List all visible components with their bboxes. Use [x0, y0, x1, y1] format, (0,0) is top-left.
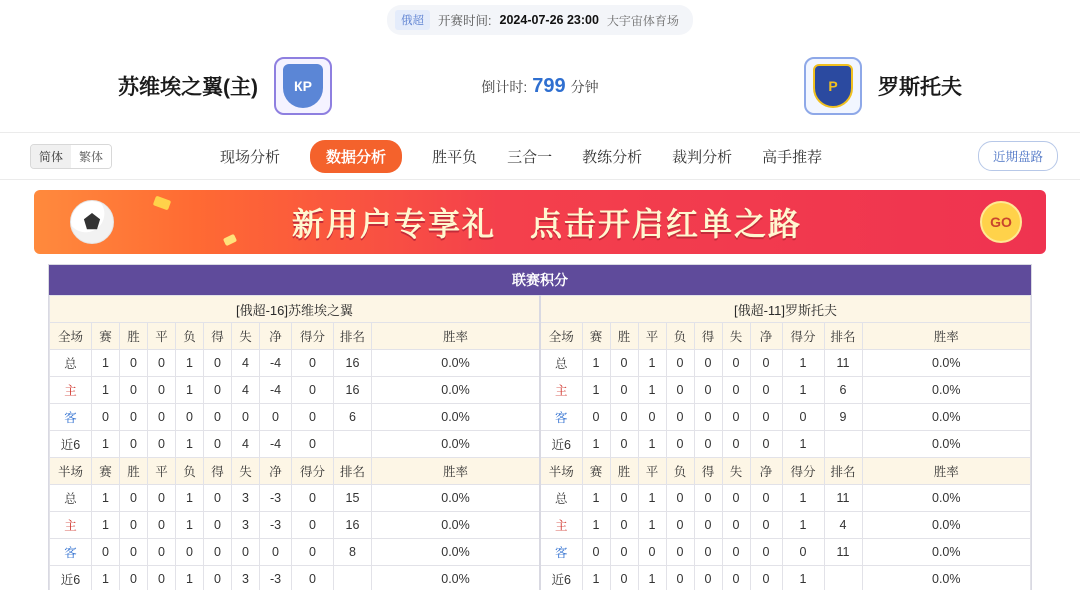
- cell: 0: [666, 539, 694, 566]
- cell: 11: [824, 485, 862, 512]
- cell: 1: [782, 566, 824, 590]
- cell: 0: [292, 404, 334, 431]
- cell: 得分: [782, 458, 824, 485]
- cell: 0: [204, 539, 232, 566]
- cell: 0: [750, 350, 782, 377]
- cell: 3: [232, 566, 260, 590]
- row-label: 总: [50, 350, 92, 377]
- cell: 0: [610, 377, 638, 404]
- cell: 4: [824, 512, 862, 539]
- cell: 赛: [582, 458, 610, 485]
- countdown-unit: 分钟: [570, 78, 599, 95]
- table-row: [50, 512, 1031, 539]
- cell: 0: [292, 485, 334, 512]
- cell: 0: [292, 431, 334, 458]
- away-team-name: 罗斯托夫: [878, 76, 962, 99]
- cell: 0: [638, 404, 666, 431]
- table-row: [50, 539, 1031, 566]
- cell: 0.0%: [372, 566, 541, 590]
- cell: 1: [92, 350, 120, 377]
- row-label: 主: [50, 377, 92, 404]
- cell: 0: [750, 485, 782, 512]
- cell: 0.0%: [862, 512, 1031, 539]
- cell: 16: [334, 377, 372, 404]
- cell: 0: [666, 377, 694, 404]
- cell: 0: [666, 566, 694, 590]
- left-col-5: 失: [232, 323, 260, 350]
- recent-odds-button[interactable]: 近期盘路: [978, 141, 1058, 171]
- cell: 6: [824, 377, 862, 404]
- cell: 0: [722, 377, 750, 404]
- stadium-name: 大宇宙体育场: [606, 13, 679, 28]
- left-col-7: 得分: [292, 323, 334, 350]
- cell: 0: [750, 566, 782, 590]
- cell: 1: [176, 350, 204, 377]
- cell: 1: [638, 485, 666, 512]
- cell: 0: [148, 512, 176, 539]
- cell: 0: [148, 377, 176, 404]
- cell: 平: [148, 458, 176, 485]
- cell: 0: [694, 566, 722, 590]
- tab-three-in-one[interactable]: 三合一: [507, 148, 553, 166]
- left-col-4: 得: [204, 323, 232, 350]
- cell: 失: [232, 458, 260, 485]
- cell: 0: [722, 431, 750, 458]
- cell: 0.0%: [372, 485, 541, 512]
- left-col-3: 负: [176, 323, 204, 350]
- cell: 0: [722, 404, 750, 431]
- cell: 0: [148, 404, 176, 431]
- row-label: 近6: [50, 431, 92, 458]
- right-col-3: 负: [666, 323, 694, 350]
- cell: 8: [334, 539, 372, 566]
- right-team-title: [俄超-11]罗斯托夫: [540, 296, 1031, 323]
- cell: 胜率: [372, 458, 541, 485]
- standings-table: [49, 295, 1031, 590]
- left-half-label: 半场: [50, 458, 92, 485]
- row-label: 总: [50, 485, 92, 512]
- right-col-0: 赛: [582, 323, 610, 350]
- row-label: 客: [50, 539, 92, 566]
- cell: 胜: [120, 458, 148, 485]
- left-col-8: 排名: [334, 323, 372, 350]
- cell: 1: [582, 377, 610, 404]
- cell: 0: [610, 431, 638, 458]
- left-full-label: 全场: [50, 323, 92, 350]
- away-team-crest-icon: [804, 57, 862, 115]
- away-team[interactable]: [804, 57, 962, 115]
- cell: 1: [92, 431, 120, 458]
- cell: 0: [120, 566, 148, 590]
- full-time-column-header: [50, 323, 1031, 350]
- cell: 0: [722, 566, 750, 590]
- cell: 0: [582, 404, 610, 431]
- cell: 0: [610, 350, 638, 377]
- cell: 0: [666, 485, 694, 512]
- cell: 0: [610, 512, 638, 539]
- cell: 0.0%: [862, 377, 1031, 404]
- cell: 1: [582, 431, 610, 458]
- cell: 0: [148, 431, 176, 458]
- cell: 0: [260, 404, 292, 431]
- cell: 1: [782, 512, 824, 539]
- cell: 0.0%: [862, 431, 1031, 458]
- cell: 1: [638, 512, 666, 539]
- cell: 得: [204, 458, 232, 485]
- promo-banner-text: 新用户专享礼 点击开启红单之路: [291, 206, 802, 242]
- cell: 0: [694, 404, 722, 431]
- league-tag: 俄超: [395, 10, 430, 30]
- cell: 0: [204, 431, 232, 458]
- cell: 0: [204, 566, 232, 590]
- cell: 0: [92, 404, 120, 431]
- cell: -4: [260, 350, 292, 377]
- cell: 平: [638, 458, 666, 485]
- cell: 0.0%: [372, 539, 541, 566]
- tab-coach-analysis[interactable]: 教练分析: [582, 148, 643, 166]
- away-crest-text: Р: [813, 64, 853, 108]
- cell: 1: [176, 431, 204, 458]
- right-col-6: 净: [750, 323, 782, 350]
- cell: 0.0%: [372, 431, 541, 458]
- cell: 0: [292, 350, 334, 377]
- nav-items: [220, 140, 822, 173]
- cell: 赛: [92, 458, 120, 485]
- cell: 0: [722, 512, 750, 539]
- cell: 0: [120, 377, 148, 404]
- cell: -4: [260, 377, 292, 404]
- lang-simplified[interactable]: 简体: [31, 145, 71, 168]
- cell: 0: [610, 485, 638, 512]
- cell: 0.0%: [372, 404, 541, 431]
- tab-live-analysis[interactable]: 现场分析: [220, 148, 281, 166]
- cell: 0: [120, 539, 148, 566]
- cell: 负: [176, 458, 204, 485]
- cell: 0: [750, 404, 782, 431]
- cell: 0: [638, 539, 666, 566]
- cell: 0: [148, 350, 176, 377]
- cell: -4: [260, 431, 292, 458]
- row-label: 主: [540, 377, 582, 404]
- standings-body: [50, 296, 1031, 590]
- row-label: 总: [540, 350, 582, 377]
- cell: 0: [610, 539, 638, 566]
- cell: 0: [694, 539, 722, 566]
- cell: 0: [204, 404, 232, 431]
- cell: 0: [120, 431, 148, 458]
- cell: 负: [666, 458, 694, 485]
- cell: 1: [92, 377, 120, 404]
- cell: 0: [722, 539, 750, 566]
- cell: 1: [638, 377, 666, 404]
- cell: 0: [694, 377, 722, 404]
- cell: 0: [292, 512, 334, 539]
- cell: 3: [232, 485, 260, 512]
- row-label: 近6: [540, 431, 582, 458]
- cell: 6: [334, 404, 372, 431]
- cell: -3: [260, 485, 292, 512]
- cell: 16: [334, 512, 372, 539]
- cell: 0: [782, 404, 824, 431]
- row-label: 总: [540, 485, 582, 512]
- right-col-9: 胜率: [862, 323, 1031, 350]
- cell: 1: [582, 485, 610, 512]
- cell: 0: [232, 404, 260, 431]
- cell: 1: [638, 431, 666, 458]
- right-half-label: 半场: [540, 458, 582, 485]
- cell: 0: [292, 539, 334, 566]
- cell: 0: [750, 431, 782, 458]
- table-row: [50, 431, 1031, 458]
- cell: 1: [176, 377, 204, 404]
- cell: 0.0%: [862, 485, 1031, 512]
- cell: 3: [232, 512, 260, 539]
- cell: 0.0%: [372, 377, 541, 404]
- cell: 0: [694, 485, 722, 512]
- table-row: [50, 350, 1031, 377]
- right-col-8: 排名: [824, 323, 862, 350]
- cell: [824, 566, 862, 590]
- tab-referee-analysis[interactable]: 裁判分析: [672, 148, 733, 166]
- cell: -3: [260, 566, 292, 590]
- cell: 0: [610, 404, 638, 431]
- cell: 1: [176, 512, 204, 539]
- half-time-column-header: [50, 458, 1031, 485]
- cell: 0: [694, 350, 722, 377]
- cell: 0: [666, 512, 694, 539]
- cell: 0: [292, 566, 334, 590]
- cell: 1: [92, 512, 120, 539]
- right-col-5: 失: [722, 323, 750, 350]
- countdown-value: 799: [532, 74, 566, 97]
- cell: 4: [232, 350, 260, 377]
- home-crest-text: КР: [283, 64, 323, 108]
- right-col-7: 得分: [782, 323, 824, 350]
- left-team-title: [俄超-16]苏维埃之翼: [50, 296, 541, 323]
- match-info-bar: [0, 0, 1080, 40]
- match-info: [387, 5, 693, 35]
- cell: 1: [782, 350, 824, 377]
- cell: 0: [722, 350, 750, 377]
- cell: 胜: [610, 458, 638, 485]
- cell: 9: [824, 404, 862, 431]
- cell: 0: [666, 431, 694, 458]
- cell: 0: [782, 539, 824, 566]
- cell: 0: [722, 485, 750, 512]
- cell: 净: [260, 458, 292, 485]
- table-row: [50, 377, 1031, 404]
- cell: 16: [334, 350, 372, 377]
- tab-expert-picks[interactable]: 高手推荐: [762, 148, 823, 166]
- cell: 0: [582, 539, 610, 566]
- cell: 0: [204, 350, 232, 377]
- table-row: [50, 485, 1031, 512]
- right-col-4: 得: [694, 323, 722, 350]
- cell: 1: [176, 566, 204, 590]
- lang-traditional[interactable]: 繁体: [71, 145, 111, 168]
- table-row: [50, 404, 1031, 431]
- cell: [334, 566, 372, 590]
- row-label: 近6: [50, 566, 92, 590]
- cell: 0: [120, 404, 148, 431]
- promo-banner[interactable]: [34, 190, 1046, 254]
- cell: 0: [610, 566, 638, 590]
- cell: 0: [694, 431, 722, 458]
- right-col-1: 胜: [610, 323, 638, 350]
- cell: 1: [582, 566, 610, 590]
- cell: 15: [334, 485, 372, 512]
- cell: 0.0%: [862, 539, 1031, 566]
- table-row: [50, 566, 1031, 590]
- row-label: 客: [540, 404, 582, 431]
- cell: 失: [722, 458, 750, 485]
- cell: 0: [120, 485, 148, 512]
- cell: 0: [204, 485, 232, 512]
- cell: 4: [232, 431, 260, 458]
- league-standings-panel: [48, 264, 1032, 590]
- cell: 0.0%: [862, 566, 1031, 590]
- row-label: 客: [540, 539, 582, 566]
- cell: 4: [232, 377, 260, 404]
- cell: 0: [120, 512, 148, 539]
- kickoff-label: 开赛时间:: [438, 14, 492, 28]
- cell: 0.0%: [372, 350, 541, 377]
- cell: 1: [782, 431, 824, 458]
- cell: 0: [92, 539, 120, 566]
- cell: 0.0%: [862, 350, 1031, 377]
- main-nav: [0, 132, 1080, 180]
- cell: 1: [92, 566, 120, 590]
- row-label: 主: [50, 512, 92, 539]
- cell: 0.0%: [372, 512, 541, 539]
- cell: 0: [260, 539, 292, 566]
- tab-win-draw-loss[interactable]: 胜平负: [432, 148, 478, 166]
- left-col-6: 净: [260, 323, 292, 350]
- cell: 胜率: [862, 458, 1031, 485]
- cell: 排名: [824, 458, 862, 485]
- cell: 0: [232, 539, 260, 566]
- cell: 0: [750, 377, 782, 404]
- cell: 0: [292, 377, 334, 404]
- cell: 0: [750, 539, 782, 566]
- left-col-9: 胜率: [372, 323, 541, 350]
- left-col-2: 平: [148, 323, 176, 350]
- cell: 11: [824, 539, 862, 566]
- cell: 0: [694, 512, 722, 539]
- cell: 0: [148, 539, 176, 566]
- cell: 1: [92, 485, 120, 512]
- cell: [334, 431, 372, 458]
- cell: 净: [750, 458, 782, 485]
- left-col-1: 胜: [120, 323, 148, 350]
- cell: 1: [638, 566, 666, 590]
- teams-header: [0, 40, 1080, 132]
- cell: 得: [694, 458, 722, 485]
- cell: 1: [582, 350, 610, 377]
- row-label: 近6: [540, 566, 582, 590]
- countdown-label: 倒计时:: [481, 78, 528, 95]
- team-header-row: [50, 296, 1031, 323]
- promo-go-button[interactable]: GO: [980, 201, 1022, 243]
- cell: 0: [666, 404, 694, 431]
- cell: 得分: [292, 458, 334, 485]
- cell: 0: [750, 512, 782, 539]
- cell: 0: [204, 512, 232, 539]
- tab-data-analysis[interactable]: 数据分析: [310, 140, 402, 173]
- cell: -3: [260, 512, 292, 539]
- row-label: 主: [540, 512, 582, 539]
- cell: [824, 431, 862, 458]
- cell: 1: [782, 485, 824, 512]
- right-full-label: 全场: [540, 323, 582, 350]
- soccer-ball-icon: [70, 200, 114, 244]
- cell: 0: [176, 404, 204, 431]
- cell: 11: [824, 350, 862, 377]
- kickoff-time: 2024-07-26 23:00: [499, 13, 599, 27]
- cell: 0: [666, 350, 694, 377]
- cell: 0: [148, 485, 176, 512]
- cell: 1: [582, 512, 610, 539]
- cell: 0.0%: [862, 404, 1031, 431]
- cell: 1: [782, 377, 824, 404]
- cell: 1: [638, 350, 666, 377]
- cell: 0: [148, 566, 176, 590]
- panel-title: 联赛积分: [49, 265, 1031, 295]
- right-col-2: 平: [638, 323, 666, 350]
- left-col-0: 赛: [92, 323, 120, 350]
- cell: 0: [204, 377, 232, 404]
- home-team-name: 苏维埃之翼(主): [118, 76, 258, 99]
- cell: 1: [176, 485, 204, 512]
- language-toggle[interactable]: [30, 144, 112, 169]
- cell: 排名: [334, 458, 372, 485]
- row-label: 客: [50, 404, 92, 431]
- cell: 0: [176, 539, 204, 566]
- cell: 0: [120, 350, 148, 377]
